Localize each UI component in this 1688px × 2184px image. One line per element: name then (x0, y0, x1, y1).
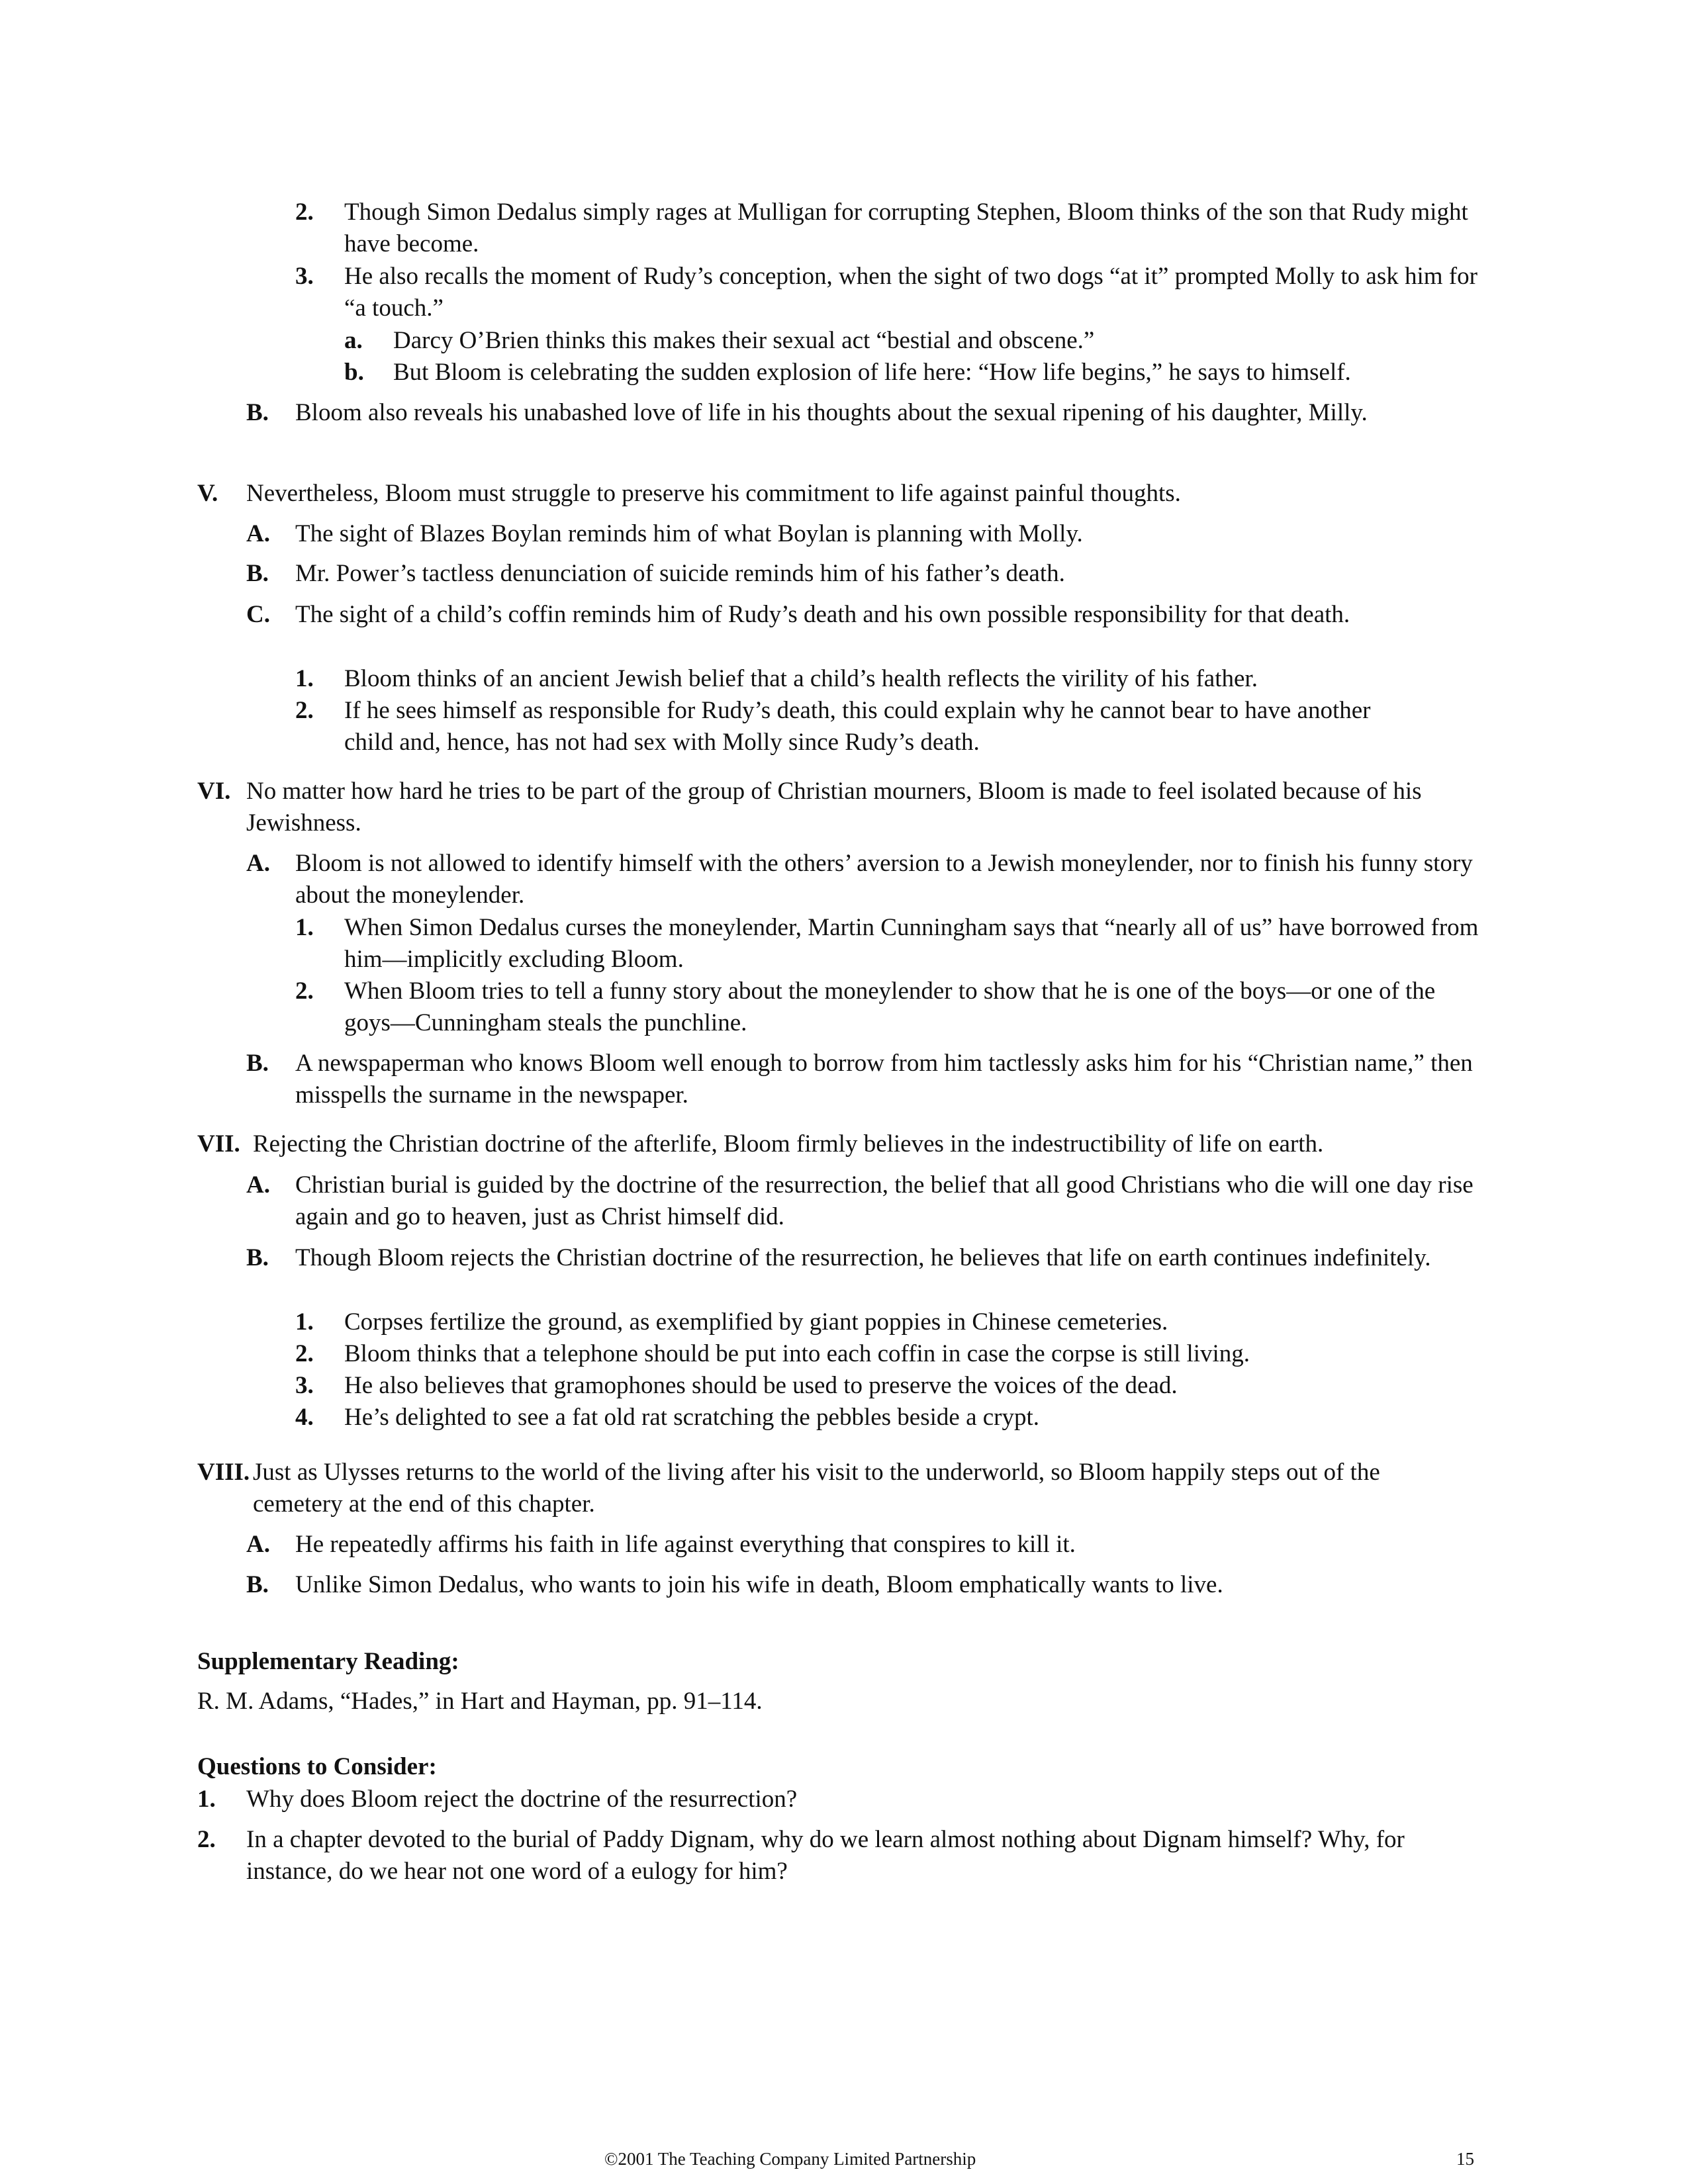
item-label: B. (246, 399, 269, 426)
item-label: VIII. (197, 1459, 250, 1486)
supplementary-text: R. M. Adams, “Hades,” in Hart and Hayman, pp. 91–114. (197, 1688, 763, 1715)
supplementary-heading: Supplementary Reading: (197, 1648, 459, 1675)
item-label: B. (246, 1571, 269, 1598)
item-text: If he sees himself as responsible for Rudy’s death, this could explain why he cannot bear to have another child and, hence, has not had sex with Molly since Rudy’s death. (344, 697, 1371, 756)
item-text: But Bloom is celebrating the sudden explosion of life here: “How life begins,” he says to himself. (393, 359, 1351, 386)
outline-item (246, 558, 1487, 590)
item-label: b. (344, 359, 364, 386)
item-label: a. (344, 327, 363, 354)
item-label: B. (246, 1244, 269, 1271)
item-text: Christian burial is guided by the doctrine of the resurrection, the belief that all good Christians who die will one day rise again and go to heaven, just as Christ himself did. (295, 1171, 1474, 1230)
outline-item (246, 518, 1487, 550)
outline-item (344, 357, 1509, 388)
item-text: He’s delighted to see a fat old rat scratching the pebbles beside a crypt. (344, 1404, 1040, 1431)
item-text: When Bloom tries to tell a funny story about the moneylender to show that he is one of the boys—or one of the goys—Cunningham steals the punchline. (344, 978, 1436, 1036)
item-label: C. (246, 601, 270, 628)
item-label: 3. (295, 1372, 314, 1399)
item-text: He also believes that gramophones should be used to preserve the voices of the dead. (344, 1372, 1178, 1399)
item-text: Just as Ulysses returns to the world of the living after his visit to the underworld, so Bloom happily steps out of the cemetery at the end of this chapter. (253, 1459, 1380, 1518)
item-text: Bloom thinks that a telephone should be put into each coffin in case the corpse is still living. (344, 1340, 1250, 1367)
item-text: Corpses fertilize the ground, as exemplified by giant poppies in Chinese cemeteries. (344, 1308, 1168, 1336)
outline-item (295, 1402, 1487, 1433)
item-label: 1. (295, 914, 314, 941)
item-label: A. (246, 520, 270, 547)
item-label: 1. (197, 1786, 216, 1813)
outline-item (295, 1306, 1487, 1338)
outline-item (295, 912, 1487, 976)
item-text: Darcy O’Brien thinks this makes their sexual act “bestial and obscene.” (393, 327, 1095, 354)
outline-item (295, 976, 1487, 1039)
outline-item (295, 261, 1487, 324)
item-text: He repeatedly affirms his faith in life against everything that conspires to kill it. (295, 1531, 1076, 1558)
outline-item (295, 197, 1487, 260)
outline-item (295, 1370, 1487, 1402)
item-label: 4. (295, 1404, 314, 1431)
item-text: Rejecting the Christian doctrine of the afterlife, Bloom firmly believes in the indestructibility of life on earth. (253, 1130, 1324, 1158)
outline-item (295, 663, 1487, 695)
outline-item (197, 776, 1455, 839)
questions-heading: Questions to Consider: (197, 1753, 437, 1780)
item-label: B. (246, 1050, 269, 1077)
item-label: V. (197, 480, 218, 507)
outline-item (246, 848, 1487, 911)
item-text: Though Simon Dedalus simply rages at Mulligan for corrupting Stephen, Bloom thinks of the son that Rudy might have become. (344, 199, 1468, 257)
outline-item (295, 1338, 1487, 1370)
item-text: Nevertheless, Bloom must struggle to preserve his commitment to life against painful thoughts. (246, 480, 1181, 507)
item-label: VI. (197, 778, 231, 805)
item-label: 1. (295, 665, 314, 692)
item-label: A. (246, 1171, 270, 1199)
outline-item (246, 1569, 1487, 1601)
item-text: The sight of Blazes Boylan reminds him of what Boylan is planning with Molly. (295, 520, 1083, 547)
question-item (197, 1784, 1487, 1815)
item-text: No matter how hard he tries to be part of the group of Christian mourners, Bloom is made to feel isolated because of his Jewishness. (246, 778, 1422, 837)
item-text: Bloom also reveals his unabashed love of life in his thoughts about the sexual ripening of his daughter, Milly. (295, 399, 1368, 426)
outline-item (295, 695, 1421, 758)
item-label: A. (246, 850, 270, 877)
question-item (197, 1824, 1487, 1888)
item-label: VII. (197, 1130, 240, 1158)
outline-item (344, 325, 1509, 357)
item-text: Unlike Simon Dedalus, who wants to join his wife in death, Bloom emphatically wants to live. (295, 1571, 1223, 1598)
item-text: A newspaperman who knows Bloom well enough to borrow from him tactlessly asks him for his “Christian name,” then misspells the surname in the newspaper. (295, 1050, 1473, 1109)
outline-item (246, 599, 1438, 631)
item-label: B. (246, 560, 269, 587)
outline-item (246, 1529, 1487, 1561)
item-text: Why does Bloom reject the doctrine of the resurrection? (246, 1786, 798, 1813)
item-text: When Simon Dedalus curses the moneylender, Martin Cunningham says that “nearly all of us” have borrowed from him—implicitly excluding Bloom. (344, 914, 1479, 973)
item-text: Bloom is not allowed to identify himself with the others’ aversion to a Jewish moneylender, nor to finish his funny story about the moneylender. (295, 850, 1473, 909)
item-label: 2. (295, 978, 314, 1005)
outline-item (197, 478, 1487, 510)
item-text: Bloom thinks of an ancient Jewish belief that a child’s health reflects the virility of his father. (344, 665, 1258, 692)
item-text: In a chapter devoted to the burial of Paddy Dignam, why do we learn almost nothing about Dignam himself? Why, for instance, do we hear not one word of a eulogy for him? (246, 1826, 1405, 1885)
outline-item (197, 1128, 1487, 1160)
item-label: 2. (295, 1340, 314, 1367)
item-label: 1. (295, 1308, 314, 1336)
item-text: He also recalls the moment of Rudy’s conception, when the sight of two dogs “at it” prompted Molly to ask him for “a touch.” (344, 263, 1477, 322)
outline-item (246, 1048, 1487, 1111)
item-label: 2. (295, 697, 314, 724)
footer-copyright: ©2001 The Teaching Company Limited Partnership (604, 2149, 976, 2169)
item-label: 2. (295, 199, 314, 226)
item-text: Though Bloom rejects the Christian doctrine of the resurrection, he believes that life on earth continues indefinitely. (295, 1244, 1431, 1271)
outline-item (246, 1169, 1487, 1233)
outline-item (246, 397, 1487, 429)
page-number: 15 (1456, 2149, 1474, 2169)
item-text: The sight of a child’s coffin reminds him of Rudy’s death and his own possible responsibility for that death. (295, 601, 1350, 628)
item-label: 3. (295, 263, 314, 290)
item-label: 2. (197, 1826, 216, 1853)
outline-item (246, 1242, 1487, 1274)
item-label: A. (246, 1531, 270, 1558)
item-text: Mr. Power’s tactless denunciation of suicide reminds him of his father’s death. (295, 560, 1065, 587)
outline-item (197, 1457, 1455, 1520)
